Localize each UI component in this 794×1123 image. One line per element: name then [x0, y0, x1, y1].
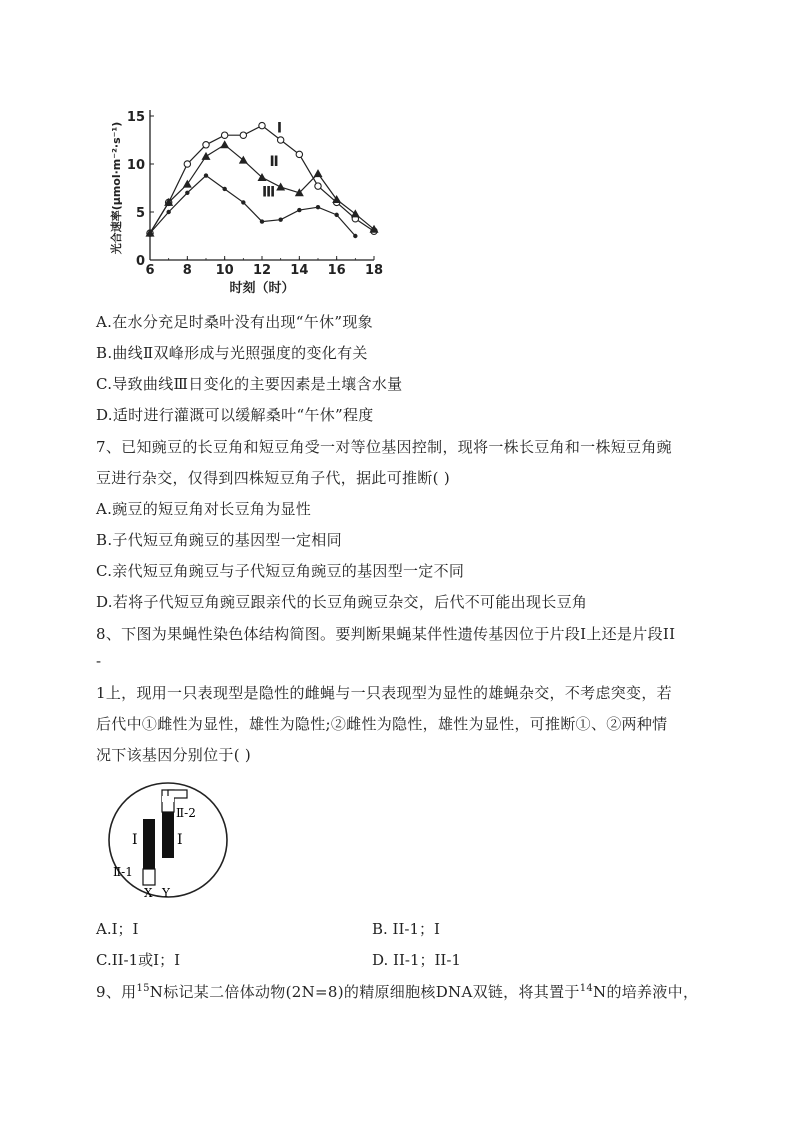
series-3-point [204, 173, 208, 177]
q9-sup-14: 14 [579, 983, 594, 994]
series-3-point [316, 205, 320, 209]
y-chromosome-segment-I [162, 812, 174, 858]
q6-option-a: A.在水分充足时桑叶没有出现“午休”现象 [96, 313, 373, 331]
series-3-point [353, 234, 357, 238]
x-tick-label-16: 16 [327, 263, 346, 278]
x-chromosome-segment-I [143, 819, 155, 869]
series-3-point [148, 231, 152, 235]
series-2-point [314, 169, 323, 177]
series-3-point [297, 208, 301, 212]
q9-text-3: N的培养液中， [593, 983, 699, 1001]
x-axis-label: 时刻（时） [229, 281, 295, 296]
y-tick-label-0: 0 [135, 254, 145, 269]
q8-option-b: B. II-1；I [372, 920, 440, 938]
label-X: X [144, 886, 153, 900]
q7-option-c: C.亲代短豆角豌豆与子代短豆角豌豆的基因型一定不同 [96, 562, 465, 580]
series-label-1: Ⅰ [276, 120, 283, 137]
q8-stem-line-4: 后代中①雌性为显性，雄性为隐性;②雌性为隐性，雄性为显性，可推断①、②两种情 [96, 715, 668, 733]
label-Y: Y [162, 886, 170, 900]
q7-stem-line-2: 豆进行杂交，仅得到四株短豆角子代，据此可推断( ) [96, 469, 450, 487]
photosynthesis-rate-chart [108, 100, 398, 300]
q8-option-a: A.I；I [96, 920, 139, 938]
q7-stem-line-1: 7、已知豌豆的长豆角和短豆角受一对等位基因控制，现将一株长豆角和一株短豆角豌 [96, 438, 672, 456]
label-II-1: Ⅱ-1 [113, 865, 133, 879]
series-line-3 [150, 176, 355, 236]
q7-option-d: D.若将子代短豆角豌豆跟亲代的长豆角豌豆杂交，后代不可能出现长豆角 [96, 593, 588, 611]
y-tick-label-15: 15 [126, 110, 145, 125]
x-tick-label-6: 6 [145, 263, 155, 278]
label-I-right: Ⅰ [177, 832, 183, 848]
q8-stem-line-2: - [96, 652, 102, 670]
series-3-point [334, 213, 338, 217]
q9-stem-line-1 [96, 981, 698, 1002]
q8-option-c: C.II-1或I；I [96, 951, 181, 969]
series-2-point [351, 209, 360, 217]
series-1-point [240, 132, 246, 138]
series-3-point [166, 210, 170, 214]
x-tick-label-18: 18 [364, 263, 384, 278]
chart-svg [108, 100, 398, 300]
series-3-point [241, 200, 245, 204]
q9-text-2: N标记某二倍体动物(2N=8)的精原细胞核DNA双链，将其置于 [149, 983, 580, 1001]
series-2-point [220, 140, 229, 148]
x-tick-label-12: 12 [252, 263, 272, 278]
q8-stem-line-5: 况下该基因分别位于( ) [96, 746, 252, 764]
x-chromosome-segment-II-1 [143, 869, 155, 885]
q9-text-1: 9、用 [96, 983, 137, 1001]
y-axis-label: 光合速率(μmol·m⁻²·s⁻¹) [110, 121, 123, 255]
q8-stem-line-1: 8、下图为果蝇性染色体结构简图。要判断果蝇某伴性遗传基因位于片段I上还是片段II [96, 625, 676, 643]
y-tick-label-10: 10 [126, 158, 145, 173]
q7-option-b: B.子代短豆角豌豆的基因型一定相同 [96, 531, 342, 549]
q8-stem-line-3: 1上，现用一只表现型是隐性的雌蝇与一只表现型为显性的雄蝇杂交，不考虑突变，若 [96, 684, 672, 702]
x-tick-label-14: 14 [290, 263, 309, 278]
series-1-point [296, 151, 302, 157]
series-3-point [260, 219, 264, 223]
series-3-point [185, 191, 189, 195]
x-tick-label-8: 8 [182, 263, 192, 278]
label-II-2: Ⅱ-2 [176, 806, 196, 820]
series-1-point [203, 142, 209, 148]
series-3-point [278, 217, 282, 221]
label-I-left: Ⅰ [132, 832, 138, 848]
series-label-3: Ⅲ [262, 184, 276, 201]
x-tick-label-10: 10 [215, 263, 234, 278]
q7-option-a: A.豌豆的短豆角对长豆角为显性 [96, 500, 312, 518]
series-3-point [222, 187, 226, 191]
sex-chromosome-diagram [104, 780, 236, 900]
series-1-point [259, 122, 265, 128]
y-tick-label-5: 5 [135, 206, 145, 221]
chromosome-svg [104, 780, 236, 900]
q6-option-c: C.导致曲线Ⅲ日变化的主要因素是土壤含水量 [96, 375, 403, 393]
q6-option-b: B.曲线Ⅱ双峰形成与光照强度的变化有关 [96, 344, 368, 362]
series-1-point [277, 137, 283, 143]
series-2-point [183, 180, 192, 188]
series-1-point [315, 183, 321, 189]
q8-option-d: D. II-1；II-1 [372, 951, 461, 969]
series-1-point [184, 161, 190, 167]
q9-sup-15: 15 [136, 983, 150, 994]
series-1-point [221, 132, 227, 138]
q6-option-d: D.适时进行灌溉可以缓解桑叶“午休”程度 [96, 406, 374, 424]
series-label-2: Ⅱ [269, 153, 279, 170]
series-2-point [202, 152, 211, 160]
series-2-point [276, 183, 285, 191]
